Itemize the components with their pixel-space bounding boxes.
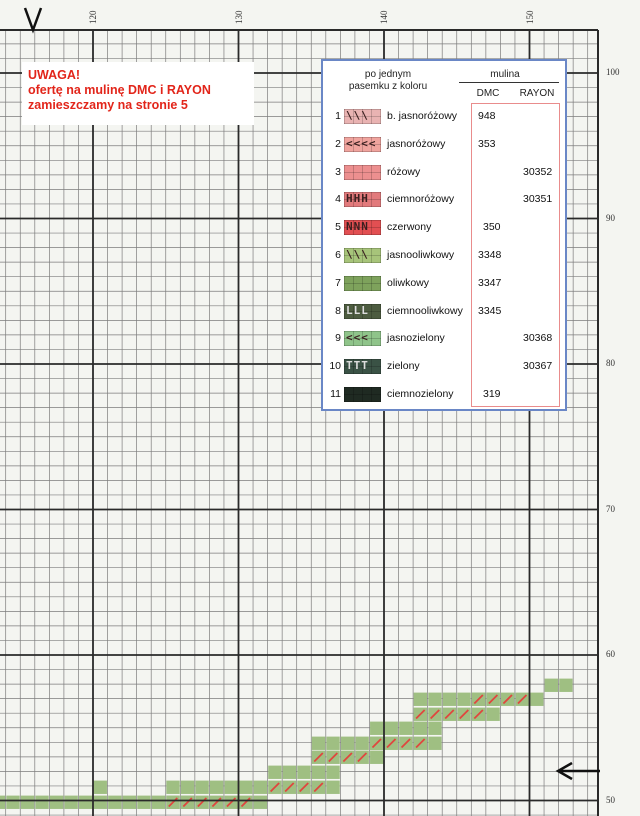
legend-color-name: jasnooliwkowy	[387, 249, 455, 261]
legend-row-number: 10	[329, 360, 341, 373]
legend-row	[323, 328, 563, 348]
color-swatch	[344, 109, 381, 124]
notice-line-2: ofertę na mulinę DMC i RAYON	[28, 83, 211, 97]
legend-color-name: oliwkowy	[387, 276, 430, 289]
legend-header-left: po jednym pasemku z koloru	[348, 69, 428, 92]
stitch-cell	[326, 737, 339, 750]
legend-color-name: czerwony	[387, 221, 432, 234]
stitch-cell	[312, 737, 325, 750]
stitch-cell	[341, 737, 354, 750]
legend-color-name: ciemnooliwkowy	[387, 304, 463, 317]
swatch-symbol: NNN	[346, 220, 369, 234]
legend-row-number: 5	[335, 221, 341, 234]
legend-row	[323, 134, 563, 154]
swatch-symbol: HHH	[346, 192, 369, 206]
notice-title: UWAGA!	[28, 68, 81, 82]
right-tick-label: 60	[606, 649, 615, 659]
swatch-symbol: \\\	[346, 248, 369, 261]
legend-color-name: jasnoróżowy	[387, 137, 446, 150]
right-tick-label: 90	[606, 212, 615, 223]
legend-dmc-code: 948	[478, 110, 496, 122]
stitch-cell	[428, 693, 441, 706]
down-arrow-icon	[22, 4, 44, 36]
stitch-cell	[370, 751, 383, 764]
color-swatch	[344, 220, 381, 235]
legend-dmc-code: 353	[478, 137, 496, 150]
top-tick-label: 140	[379, 10, 389, 24]
stitch-cell	[0, 796, 5, 809]
stitch-cell	[326, 781, 339, 794]
legend-row-number: 7	[335, 276, 341, 289]
legend-rayon-code: 30367	[523, 360, 553, 373]
color-swatch	[344, 276, 381, 291]
stitch-cell	[414, 722, 427, 735]
stitch-cell	[152, 796, 165, 809]
stitch-cell	[545, 679, 558, 692]
stitch-cell	[35, 796, 48, 809]
color-swatch	[344, 331, 381, 346]
stitch-cell	[21, 796, 34, 809]
legend-col-rayon: RAYON	[519, 88, 555, 99]
stitch-cell	[370, 722, 383, 735]
legend-dmc-code: 3347	[478, 276, 502, 289]
right-tick-label: 80	[606, 358, 615, 368]
stitch-cell	[399, 722, 412, 735]
color-swatch	[344, 359, 381, 374]
color-swatch	[344, 192, 381, 207]
legend-color-name: zielony	[387, 360, 420, 373]
stitch-cell	[225, 781, 238, 794]
legend-row	[323, 217, 563, 237]
color-swatch	[344, 248, 381, 263]
stitch-cell	[283, 766, 296, 779]
color-legend	[321, 59, 567, 411]
notice-line-3: zamieszczamy na stronie 5	[28, 98, 188, 112]
stitch-cell	[559, 679, 572, 692]
stitch-cell	[195, 781, 208, 794]
legend-color-name: b. jasnoróżowy	[387, 110, 458, 122]
top-tick-label: 120	[88, 10, 98, 24]
stitch-cell	[108, 796, 121, 809]
stitch-cell	[326, 766, 339, 779]
stitch-cell	[254, 796, 267, 809]
swatch-symbol: LLL	[346, 303, 369, 317]
legend-row-number: 3	[335, 165, 341, 178]
legend-row	[323, 384, 563, 404]
stitch-cell	[166, 781, 179, 794]
swatch-symbol: \\\	[346, 109, 369, 122]
stitch-cell	[457, 693, 470, 706]
legend-color-name: ciemnoróżowy	[387, 193, 455, 206]
stitch-cell	[385, 722, 398, 735]
stitch-cell	[181, 781, 194, 794]
right-tick-label: 50	[606, 794, 615, 805]
stitch-cell	[50, 796, 63, 809]
stitch-cell	[94, 796, 107, 809]
legend-row-number: 2	[335, 137, 341, 150]
legend-row-number: 11	[330, 388, 341, 400]
right-tick-label: 70	[606, 503, 615, 514]
legend-row-number: 1	[335, 110, 341, 122]
stitch-cell	[530, 693, 543, 706]
stitch-cell	[428, 737, 441, 750]
stitch-cell	[312, 766, 325, 779]
swatch-symbol: TTT	[346, 359, 369, 373]
legend-row-number: 4	[335, 193, 341, 206]
legend-row-number: 8	[335, 304, 341, 317]
legend-rayon-code: 30368	[523, 332, 553, 345]
legend-row	[323, 301, 563, 321]
legend-color-name: różowy	[387, 165, 421, 178]
legend-row	[323, 273, 563, 293]
stitch-cell	[94, 781, 107, 794]
stitch-cell	[79, 796, 92, 809]
stitch-cell	[356, 737, 369, 750]
legend-row-number: 9	[335, 332, 341, 345]
stitch-cell	[137, 796, 150, 809]
stitch-cell	[414, 693, 427, 706]
legend-row	[323, 106, 563, 126]
legend-row	[323, 162, 563, 182]
right-tick-label: 100	[606, 67, 620, 77]
stitch-cell	[268, 766, 281, 779]
legend-dmc-code: 3348	[478, 249, 502, 261]
stitch-cell	[443, 693, 456, 706]
stitch-cell	[297, 766, 310, 779]
swatch-symbol: <<<<	[346, 136, 377, 150]
legend-color-name: jasnozielony	[387, 332, 445, 345]
legend-row	[323, 356, 563, 376]
left-arrow-icon	[552, 760, 604, 782]
stitch-cell	[6, 796, 19, 809]
top-tick-label: 130	[233, 10, 244, 24]
legend-rayon-code: 30352	[523, 165, 553, 178]
legend-row-number: 6	[335, 249, 341, 261]
legend-col-dmc: DMC	[476, 88, 500, 99]
notice-box	[22, 62, 254, 125]
stitch-cell	[210, 781, 223, 794]
legend-dmc-code: 319	[483, 388, 501, 400]
color-swatch	[344, 304, 381, 319]
color-swatch	[344, 165, 381, 180]
stitch-cell	[123, 796, 136, 809]
color-swatch	[344, 137, 381, 152]
color-swatch	[344, 387, 381, 402]
legend-rayon-code: 30351	[523, 193, 553, 206]
legend-row	[323, 245, 563, 265]
legend-header-divider	[459, 82, 559, 83]
legend-color-name: ciemnozielony	[387, 388, 454, 400]
stitch-cell	[428, 722, 441, 735]
legend-dmc-code: 3345	[478, 304, 502, 317]
stitch-cell	[254, 781, 267, 794]
legend-row	[323, 189, 563, 209]
top-tick-label: 150	[524, 10, 535, 24]
stitch-cell	[239, 781, 252, 794]
stitch-cell	[486, 708, 499, 721]
swatch-symbol: <<<	[346, 331, 369, 345]
legend-header-mulina: mulina	[490, 69, 520, 80]
legend-dmc-code: 350	[483, 221, 501, 234]
stitch-cell	[65, 796, 78, 809]
